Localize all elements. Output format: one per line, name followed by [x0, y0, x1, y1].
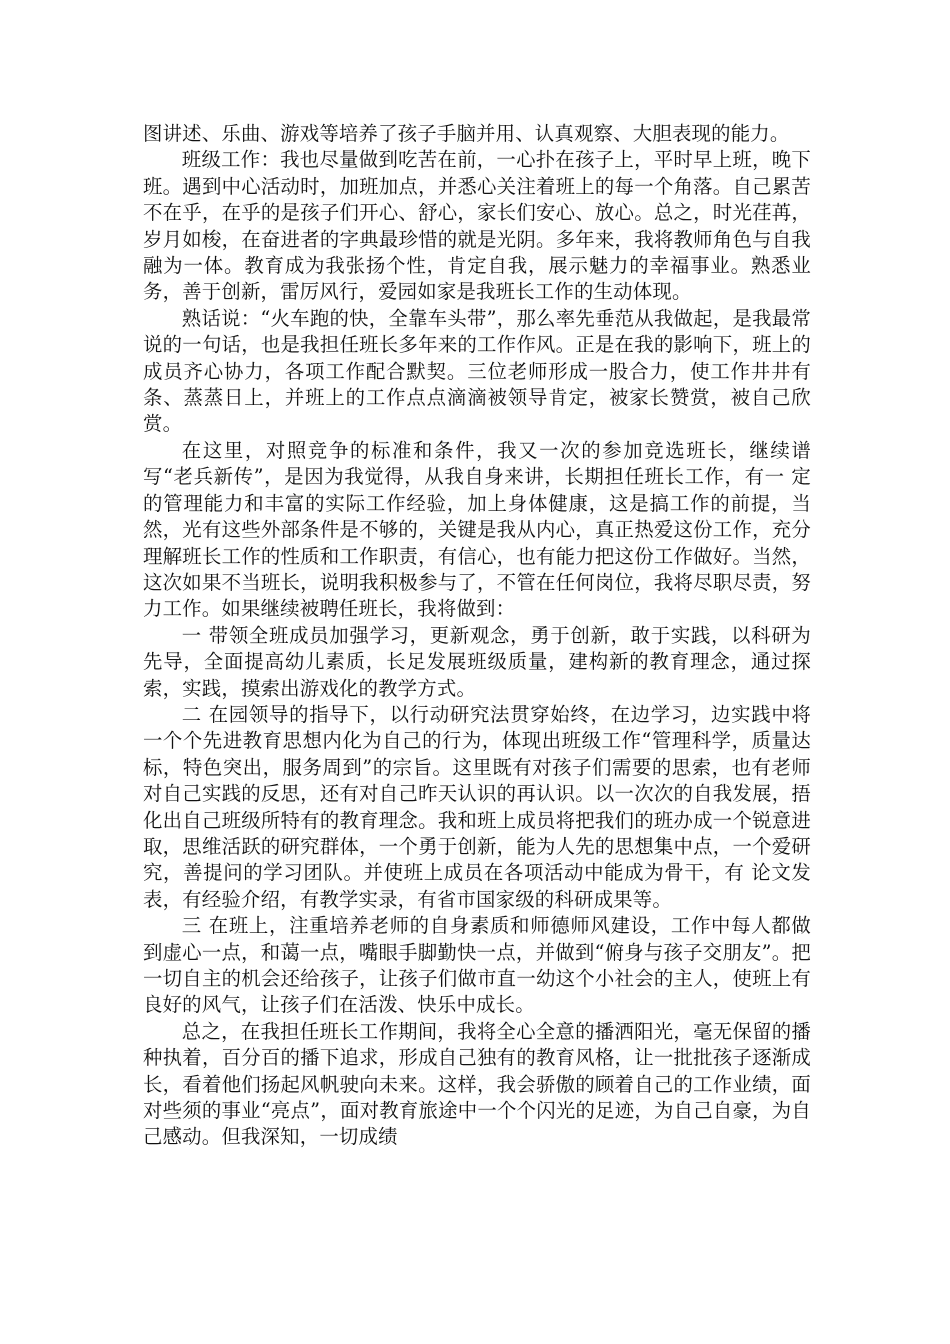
paragraph-7: 三 在班上，注重培养老师的自身素质和师德师风建设，工作中每人都做到虚心一点，和蔼一点，嘴眼手脚勤快一点，并做到“俯身与孩子交朋友”。把一切自主的机会还给孩子，让孩子们做市直一幼这个小社会的主人，使班上有良好的风气，让孩子们在活泼、快乐中成长。 — [143, 914, 811, 1017]
paragraph-4: 在这里，对照竞争的标准和条件，我又一次的参加竞选班长，继续谱写“老兵新传”，是因为我觉得，从我自身来讲，长期担任班长工作，有一 定的管理能力和丰富的实际工作经验，加上身体健康，这是搞工作的前提，当然，光有这些外部条件是不够的，关键是我从内心，真正热爱这份工作，充分理解班长工作的性质和工作职责，有信心，也有能力把这份工作做好。当然，这次如果不当班长，说明我积极参与了，不管在任何岗位，我将尽职尽责，努力工作。如果继续被聘任班长，我将做到： — [143, 438, 811, 621]
paragraph-2: 班级工作：我也尽量做到吃苦在前，一心扑在孩子上，平时早上班，晚下班。遇到中心活动时，加班加点，并悉心关注着班上的每一个角落。自己累苦不在乎，在乎的是孩子们开心、舒心，家长们安心、放心。总之，时光荏苒，岁月如梭，在奋进者的字典最珍惜的就是光阴。多年来，我将教师角色与自我融为一体。教育成为我张扬个性，肯定自我，展示魅力的幸福事业。熟悉业务，善于创新，雷厉风行，爱园如家是我班长工作的生动体现。 — [143, 148, 811, 304]
paragraph-3: 熟话说：“火车跑的快，全靠车头带”，那么率先垂范从我做起，是我最常说的一句话，也是我担任班长多年来的工作作风。正是在我的影响下，班上的成员齐心协力，各项工作配合默契。三位老师形成一股合力，使工作井井有条、蒸蒸日上，并班上的工作点点滴滴被领导肯定，被家长赞赏，被自己欣赏。 — [143, 306, 811, 436]
paragraph-8: 总之，在我担任班长工作期间，我将全心全意的播洒阳光，毫无保留的播种执着，百分百的播下追求，形成自己独有的教育风格，让一批批孩子逐渐成长，看着他们扬起风帆驶向未来。这样，我会骄傲的顾着自己的工作业绩，面对些须的事业“亮点”，面对教育旅途中一个个闪光的足迹，为自己自豪，为自己感动。但我深知，一切成绩 — [143, 1019, 811, 1149]
paragraph-5: 一 带领全班成员加强学习，更新观念，勇于创新，敢于实践，以科研为先导，全面提高幼儿素质，长足发展班级质量，建构新的教育理念，通过探索，实践，摸索出游戏化的教学方式。 — [143, 623, 811, 700]
paragraph-1: 图讲述、乐曲、游戏等培养了孩子手脑并用、认真观察、大胆表现的能力。 — [143, 122, 790, 145]
document-body — [143, 121, 811, 1151]
paragraph-6: 二 在园领导的指导下，以行动研究法贯穿始终，在边学习，边实践中将一个个先进教育思想内化为自己的行为，体现出班级工作“管理科学，质量达标，特色突出，服务周到”的宗旨。这里既有对孩子们需要的思索，也有老师对自己实践的反思，还有对自己昨天认识的再认识。以一次次的自我发展，捂化出自己班级所特有的教育理念。我和班上成员将把我们的班办成一个锐意进取，思维活跃的研究群体，一个勇于创新，能为人先的思想集中点，一个爱研究，善提问的学习团队。并使班上成员在各项活动中能成为骨干，有 论文发表，有经验介绍，有教学实录，有省市国家级的科研成果等。 — [143, 702, 811, 911]
